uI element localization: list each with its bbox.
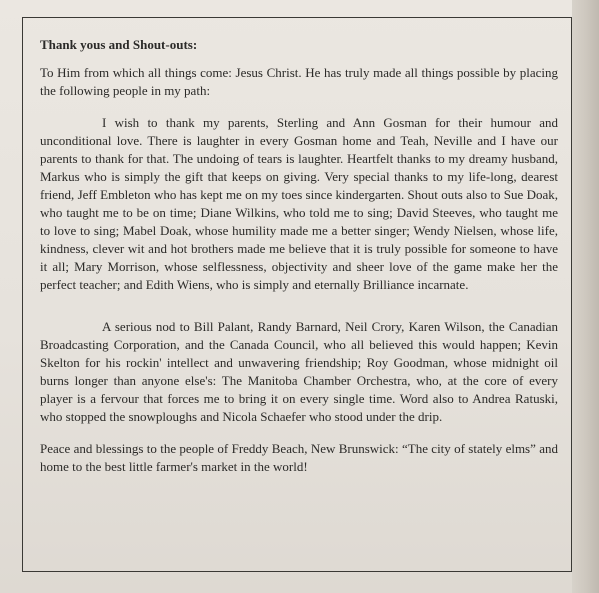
acknowledgements-text	[40, 36, 558, 476]
thanks-paragraph: I wish to thank my parents, Sterling and Ann Gosman for their humour and unconditional love. There is laughter in every Gosman home and Teah, Neville and I have our parents to thank for that. The undoing of tears is laughter. Heartfelt thanks to my dreamy husband, Markus who is simply the gift that keeps on giving. Very special thanks to my life-long, dearest friend, Jeff Embleton who has kept me on my toes since kindergarten. Shout outs also to Sue Doak, who taught me to be on time; Diane Wilkins, who told me to sing; David Steeves, who taught me to love to sing; Mabel Doak, whose humility made me a better singer; Wendy Nielsen, whose life, kindness, clever wit and hot brothers made me believe that it is truly possible for someone to have it all; Mary Morrison, whose selflessness, objectivity and sheer love of the game make her the perfect teacher; and Edith Wiens, who is simply and eternally Brilliance incarnate.	[40, 115, 558, 292]
nod-paragraph: A serious nod to Bill Palant, Randy Barnard, Neil Crory, Karen Wilson, the Canadian Broadcasting Corporation, and the Canada Council, who all believed this would happen; Kevin Skelton for his rockin' intellect and unwavering friendship; Roy Goodman, whose midnight oil burns longer than anyone else's: The Manitoba Chamber Orchestra, who, at the core of every player is a fervour that forces me to bring it on every single time. Word also to Andrea Ratuski, who stopped the snowploughs and Nicola Schaefer who stood under the drip.	[40, 319, 558, 424]
intro-paragraph: To Him from which all things come: Jesus Christ. He has truly made all things possible by placing the following people in my path:	[40, 65, 558, 98]
closing-paragraph: Peace and blessings to the people of Freddy Beach, New Brunswick: “The city of stately elms” and home to the best little farmer's market in the world!	[40, 441, 558, 474]
section-heading: Thank yous and Shout-outs:	[40, 37, 198, 52]
page-edge	[572, 0, 599, 593]
